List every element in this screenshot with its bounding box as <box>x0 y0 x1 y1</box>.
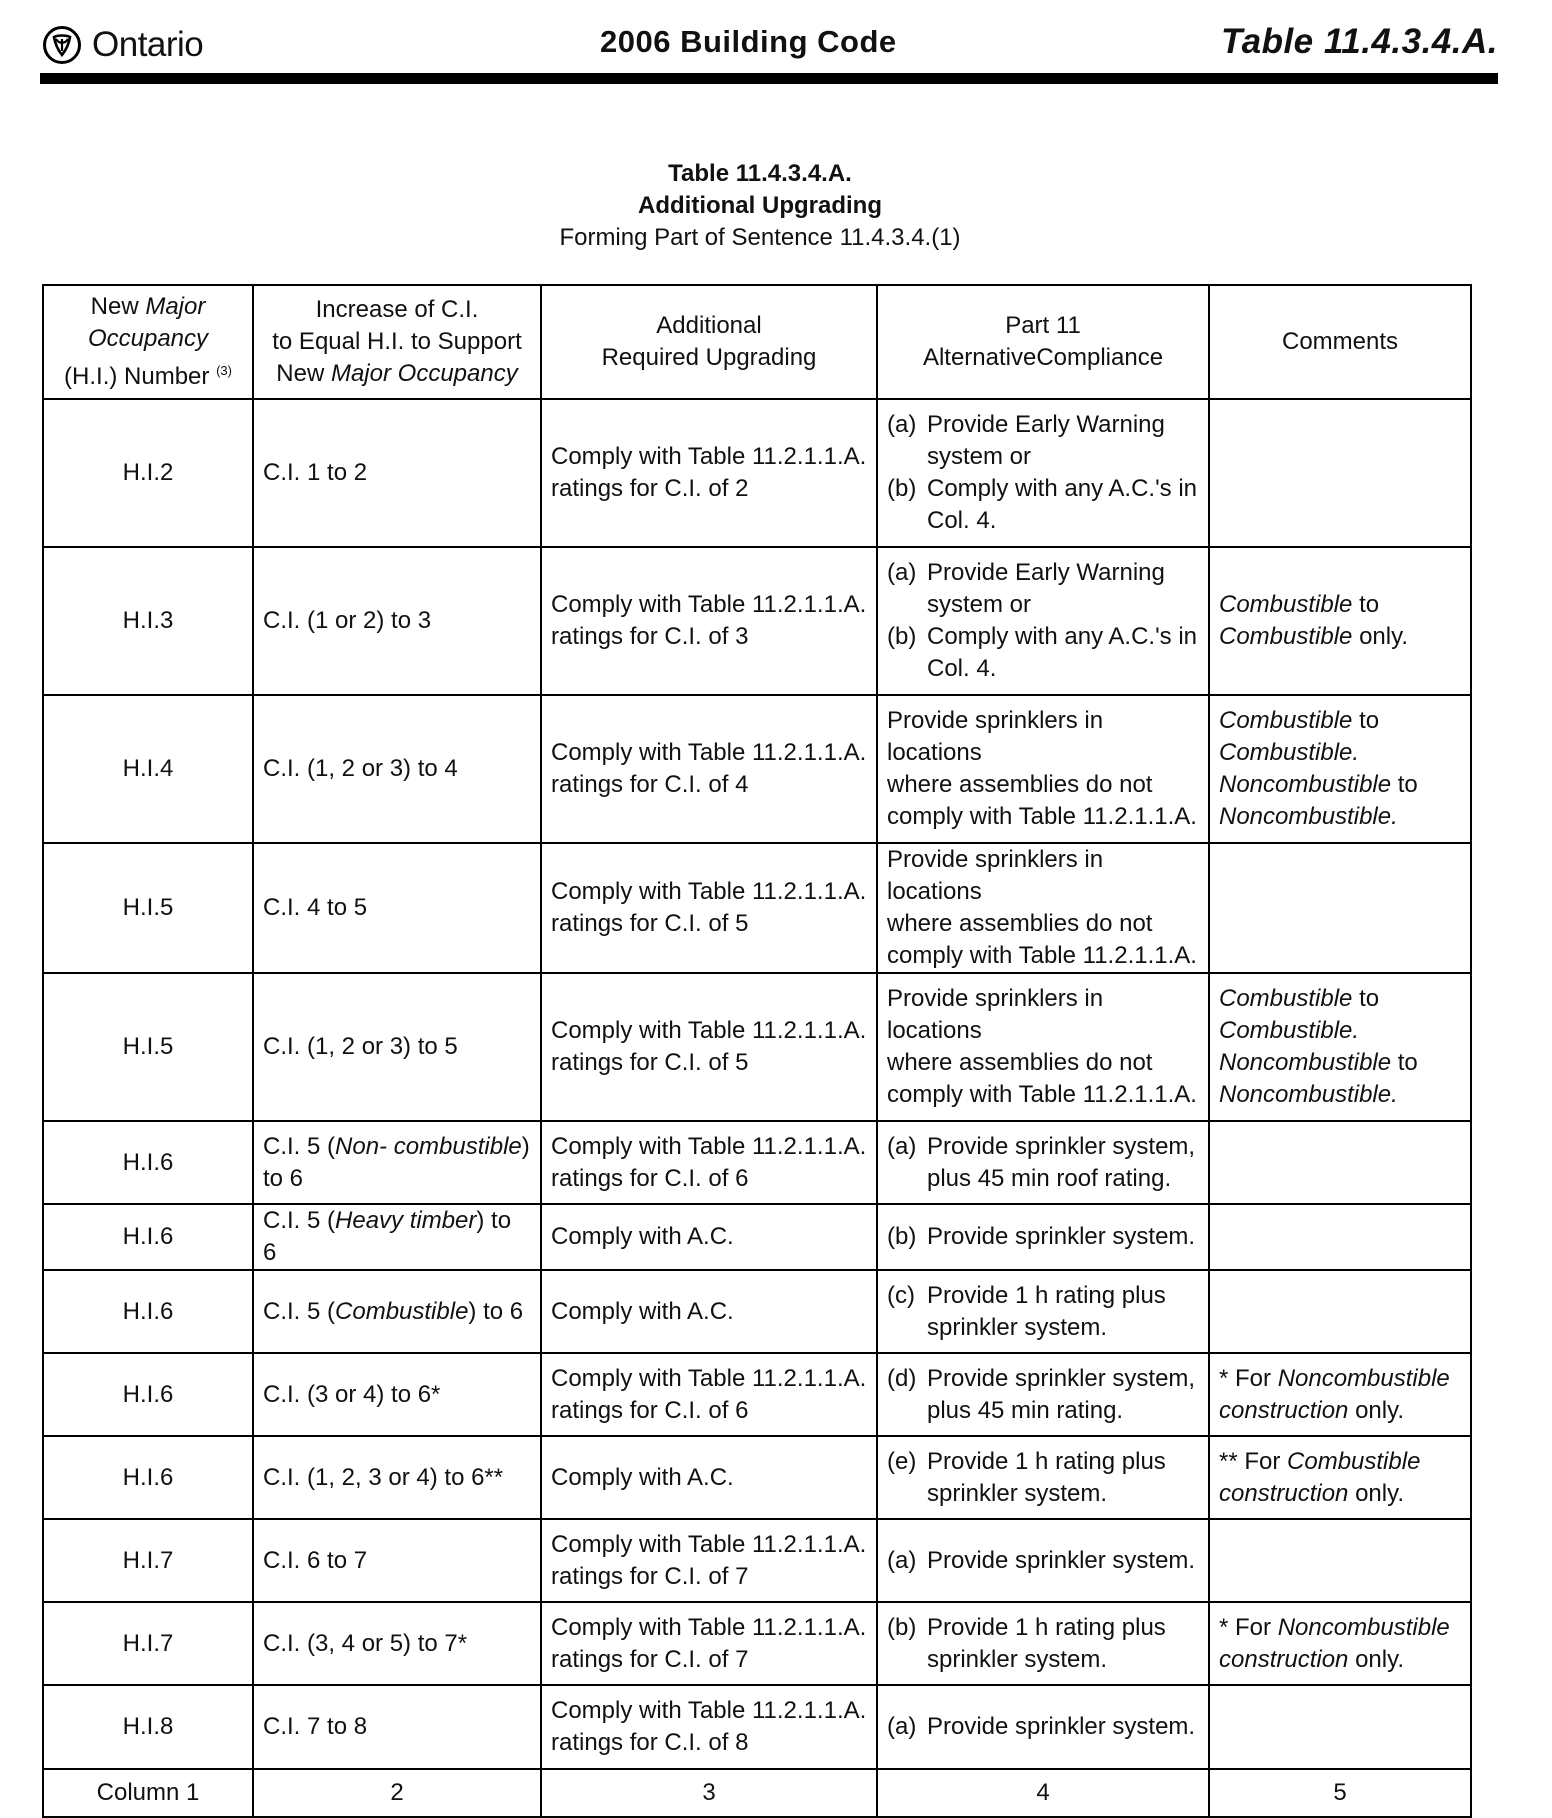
alt-cell: Provide sprinklers in locations where assemblies do not comply with Table 11.2.1.1.A. <box>877 843 1209 973</box>
ontario-wordmark: Ontario <box>92 25 204 64</box>
ci-cell: C.I. (1, 2, 3 or 4) to 6** <box>253 1436 541 1519</box>
ci-cell: C.I. (1 or 2) to 3 <box>253 547 541 695</box>
hi-cell: H.I.5 <box>43 973 253 1121</box>
caption-subtitle: Forming Part of Sentence 11.4.3.4.(1) <box>559 224 961 251</box>
alt-cell: Provide sprinklers in locations where assemblies do not comply with Table 11.2.1.1.A. <box>877 695 1209 843</box>
hi-cell: H.I.4 <box>43 695 253 843</box>
table-row <box>43 1436 1471 1519</box>
ci-cell: C.I. (3, 4 or 5) to 7* <box>253 1602 541 1685</box>
comment-cell <box>1209 843 1471 973</box>
header-col2: Increase of C.I. to Equal H.I. to Support New Major Occupancy <box>253 285 541 399</box>
hi-cell: H.I.5 <box>43 843 253 973</box>
alt-cell: (a) Provide sprinkler system, plus 45 min roof rating. <box>877 1121 1209 1204</box>
column-number: 4 <box>877 1769 1209 1817</box>
comment-cell <box>1209 1121 1471 1204</box>
alt-cell: (a) Provide Early Warning system or (b) Comply with any A.C.'s in Col. 4. <box>877 399 1209 547</box>
header-col3: Additional Required Upgrading <box>541 285 877 399</box>
table-row <box>43 399 1471 547</box>
comment-cell <box>1209 1519 1471 1602</box>
table-row <box>43 973 1471 1121</box>
alt-cell: (e) Provide 1 h rating plus sprinkler system. <box>877 1436 1209 1519</box>
page-header <box>0 0 1552 90</box>
caption-table-number: Table 11.4.3.4.A. <box>668 160 852 187</box>
table-row <box>43 1353 1471 1436</box>
table-row <box>43 695 1471 843</box>
table-row <box>43 1519 1471 1602</box>
table-header-row <box>43 285 1471 399</box>
upgrade-cell: Comply with A.C. <box>541 1204 877 1270</box>
comment-cell <box>1209 1685 1471 1769</box>
comment-cell: Combustible to Combustible. Noncombustible to Noncombustible. <box>1209 973 1471 1121</box>
table-row <box>43 1204 1471 1270</box>
upgrade-cell: Comply with A.C. <box>541 1436 877 1519</box>
comment-cell: * For Noncombustible construction only. <box>1209 1353 1471 1436</box>
column-number: Column 1 <box>43 1769 253 1817</box>
upgrade-cell: Comply with Table 11.2.1.1.A. ratings for C.I. of 4 <box>541 695 877 843</box>
caption-title: Additional Upgrading <box>638 192 882 219</box>
alt-cell: (a) Provide sprinkler system. <box>877 1519 1209 1602</box>
comment-cell: * For Noncombustible construction only. <box>1209 1602 1471 1685</box>
alt-cell: (a) Provide Early Warning system or (b) Comply with any A.C.'s in Col. 4. <box>877 547 1209 695</box>
ci-cell: C.I. 5 (Non- combustible) to 6 <box>253 1121 541 1204</box>
table-row <box>43 1685 1471 1769</box>
ci-cell: C.I. 5 (Heavy timber) to 6 <box>253 1204 541 1270</box>
column-number-row <box>43 1769 1471 1817</box>
code-title: 2006 Building Code <box>600 24 897 59</box>
table-reference: Table 11.4.3.4.A. <box>1221 22 1498 61</box>
table-row <box>43 1602 1471 1685</box>
header-col4: Part 11 AlternativeCompliance <box>877 285 1209 399</box>
upgrade-cell: Comply with Table 11.2.1.1.A. ratings for C.I. of 7 <box>541 1602 877 1685</box>
comment-cell <box>1209 399 1471 547</box>
hi-cell: H.I.7 <box>43 1602 253 1685</box>
ci-cell: C.I. 6 to 7 <box>253 1519 541 1602</box>
comment-cell: Combustible to Combustible. Noncombustible to Noncombustible. <box>1209 695 1471 843</box>
ci-cell: C.I. 4 to 5 <box>253 843 541 973</box>
hi-cell: H.I.3 <box>43 547 253 695</box>
ontario-logo <box>42 25 203 65</box>
hi-cell: H.I.6 <box>43 1204 253 1270</box>
upgrading-table <box>42 284 1472 1818</box>
table-row <box>43 547 1471 695</box>
alt-cell: (d) Provide sprinkler system, plus 45 min rating. <box>877 1353 1209 1436</box>
alt-cell: (b) Provide sprinkler system. <box>877 1204 1209 1270</box>
hi-cell: H.I.8 <box>43 1685 253 1769</box>
ci-cell: C.I. (1, 2 or 3) to 5 <box>253 973 541 1121</box>
ci-cell: C.I. (3 or 4) to 6* <box>253 1353 541 1436</box>
upgrade-cell: Comply with Table 11.2.1.1.A. ratings for C.I. of 5 <box>541 843 877 973</box>
hi-cell: H.I.6 <box>43 1436 253 1519</box>
ci-cell: C.I. 7 to 8 <box>253 1685 541 1769</box>
column-number: 3 <box>541 1769 877 1817</box>
hi-cell: H.I.2 <box>43 399 253 547</box>
upgrade-cell: Comply with Table 11.2.1.1.A. ratings for C.I. of 8 <box>541 1685 877 1769</box>
hi-cell: H.I.7 <box>43 1519 253 1602</box>
alt-cell: (c) Provide 1 h rating plus sprinkler system. <box>877 1270 1209 1353</box>
upgrade-cell: Comply with Table 11.2.1.1.A. ratings for C.I. of 6 <box>541 1353 877 1436</box>
alt-cell: (a) Provide sprinkler system. <box>877 1685 1209 1769</box>
upgrade-cell: Comply with Table 11.2.1.1.A. ratings for C.I. of 3 <box>541 547 877 695</box>
column-number: 5 <box>1209 1769 1471 1817</box>
ci-cell: C.I. 5 (Combustible) to 6 <box>253 1270 541 1353</box>
column-number: 2 <box>253 1769 541 1817</box>
upgrade-cell: Comply with Table 11.2.1.1.A. ratings for C.I. of 6 <box>541 1121 877 1204</box>
table-row <box>43 1121 1471 1204</box>
trillium-icon <box>42 25 82 65</box>
upgrade-cell: Comply with Table 11.2.1.1.A. ratings for C.I. of 2 <box>541 399 877 547</box>
comment-cell: ** For Combustible construction only. <box>1209 1436 1471 1519</box>
alt-cell: (b) Provide 1 h rating plus sprinkler system. <box>877 1602 1209 1685</box>
ci-cell: C.I. (1, 2 or 3) to 4 <box>253 695 541 843</box>
hi-cell: H.I.6 <box>43 1353 253 1436</box>
comment-cell: Combustible to Combustible only. <box>1209 547 1471 695</box>
upgrade-cell: Comply with A.C. <box>541 1270 877 1353</box>
upgrade-cell: Comply with Table 11.2.1.1.A. ratings for C.I. of 7 <box>541 1519 877 1602</box>
table-row <box>43 1270 1471 1353</box>
comment-cell <box>1209 1204 1471 1270</box>
ci-cell: C.I. 1 to 2 <box>253 399 541 547</box>
alt-cell: Provide sprinklers in locations where assemblies do not comply with Table 11.2.1.1.A. <box>877 973 1209 1121</box>
hi-cell: H.I.6 <box>43 1270 253 1353</box>
header-col5: Comments <box>1209 285 1471 399</box>
comment-cell <box>1209 1270 1471 1353</box>
header-col1: New Major Occupancy (H.I.) Number $^{(3)}$ <box>43 285 253 399</box>
header-rule <box>40 73 1498 84</box>
hi-cell: H.I.6 <box>43 1121 253 1204</box>
table-row <box>43 843 1471 973</box>
table-caption <box>0 158 1520 254</box>
upgrade-cell: Comply with Table 11.2.1.1.A. ratings for C.I. of 5 <box>541 973 877 1121</box>
